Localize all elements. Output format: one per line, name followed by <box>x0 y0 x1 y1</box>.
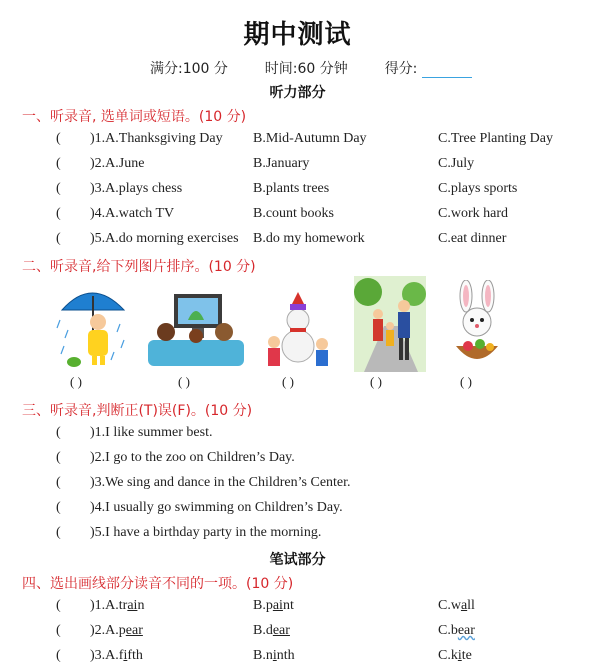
tf-statement: )3.We sing and dance in the Children’s Center. <box>90 475 351 490</box>
answer-paren[interactable]: ( <box>56 648 61 663</box>
tf-statement: )5.I have a birthday party in the morning. <box>90 525 322 540</box>
listening-label: 听力部分 <box>269 85 326 101</box>
answer-paren[interactable]: ( <box>56 623 61 638</box>
rain-boy-icon <box>54 280 132 372</box>
answer-paren[interactable]: ( <box>56 156 61 171</box>
option-c: C.July <box>438 156 475 171</box>
score-label: 得分: <box>384 61 418 77</box>
picture-order-blank[interactable]: ( ) <box>282 374 294 389</box>
option-c: C.wall <box>438 598 475 613</box>
option-c: C.work hard <box>438 206 508 221</box>
option-a: )4.A.watch TV <box>90 206 175 221</box>
option-b: B.Mid-Autumn Day <box>253 131 367 146</box>
picture-order-blank[interactable]: ( ) <box>178 374 190 389</box>
answer-paren[interactable]: ( <box>56 181 61 196</box>
option-c: C.Tree Planting Day <box>438 131 553 146</box>
picture-order-blank[interactable]: ( ) <box>370 374 382 389</box>
answer-paren[interactable]: ( <box>56 475 61 490</box>
section2-heading: 二、听录音,给下列图片排序。(10 分) <box>22 259 256 275</box>
answer-paren[interactable]: ( <box>56 206 61 221</box>
tf-statement: )1.I like summer best. <box>90 425 213 440</box>
snowman-kids-icon <box>262 280 334 372</box>
time-limit: 时间:60 分钟 <box>264 61 348 77</box>
tf-statement: )4.I usually go swimming on Children’s Day. <box>90 500 343 515</box>
picture-order-blank[interactable]: ( ) <box>460 374 472 389</box>
answer-paren[interactable]: ( <box>56 425 61 440</box>
option-a: )1.A.train <box>90 598 145 613</box>
option-a: )1.A.Thanksgiving Day <box>90 131 223 146</box>
full-score: 满分:100 分 <box>150 61 228 77</box>
answer-paren[interactable]: ( <box>56 598 61 613</box>
score-blank[interactable] <box>422 63 472 78</box>
option-a: )2.A.pear <box>90 623 143 638</box>
option-b: B.ninth <box>253 648 295 663</box>
option-a: )3.A.plays chess <box>90 181 183 196</box>
option-b: B.paint <box>253 598 294 613</box>
option-a: )5.A.do morning exercises <box>90 231 239 246</box>
option-a: )3.A.fifth <box>90 648 143 663</box>
tf-statement: )2.I go to the zoo on Children’s Day. <box>90 450 295 465</box>
tv-family-icon <box>146 280 246 372</box>
writing-label: 笔试部分 <box>269 552 326 568</box>
picture-order-blank[interactable]: ( ) <box>70 374 82 389</box>
section1-heading: 一、听录音, 选单词或短语。(10 分) <box>22 109 247 125</box>
answer-paren[interactable]: ( <box>56 231 61 246</box>
option-b: B.January <box>253 156 310 171</box>
option-b: B.do my homework <box>253 231 365 246</box>
option-c: C.kite <box>438 648 472 663</box>
answer-paren[interactable]: ( <box>56 500 61 515</box>
answer-paren[interactable]: ( <box>56 525 61 540</box>
option-c: C.plays sports <box>438 181 518 196</box>
option-a: )2.A.June <box>90 156 145 171</box>
answer-paren[interactable]: ( <box>56 131 61 146</box>
option-b: B.dear <box>253 623 290 638</box>
rabbit-icon <box>446 280 508 372</box>
page-title: 期中测试 <box>243 20 352 50</box>
section4-heading: 四、选出画线部分读音不同的一项。(10 分) <box>22 576 294 592</box>
option-c: C.bear <box>438 623 475 638</box>
family-walk-icon <box>354 276 426 372</box>
option-b: B.count books <box>253 206 334 221</box>
option-c: C.eat dinner <box>438 231 507 246</box>
section3-heading: 三、听录音,判断正(T)误(F)。(10 分) <box>22 403 253 419</box>
option-b: B.plants trees <box>253 181 330 196</box>
answer-paren[interactable]: ( <box>56 450 61 465</box>
exam-meta <box>150 58 472 78</box>
